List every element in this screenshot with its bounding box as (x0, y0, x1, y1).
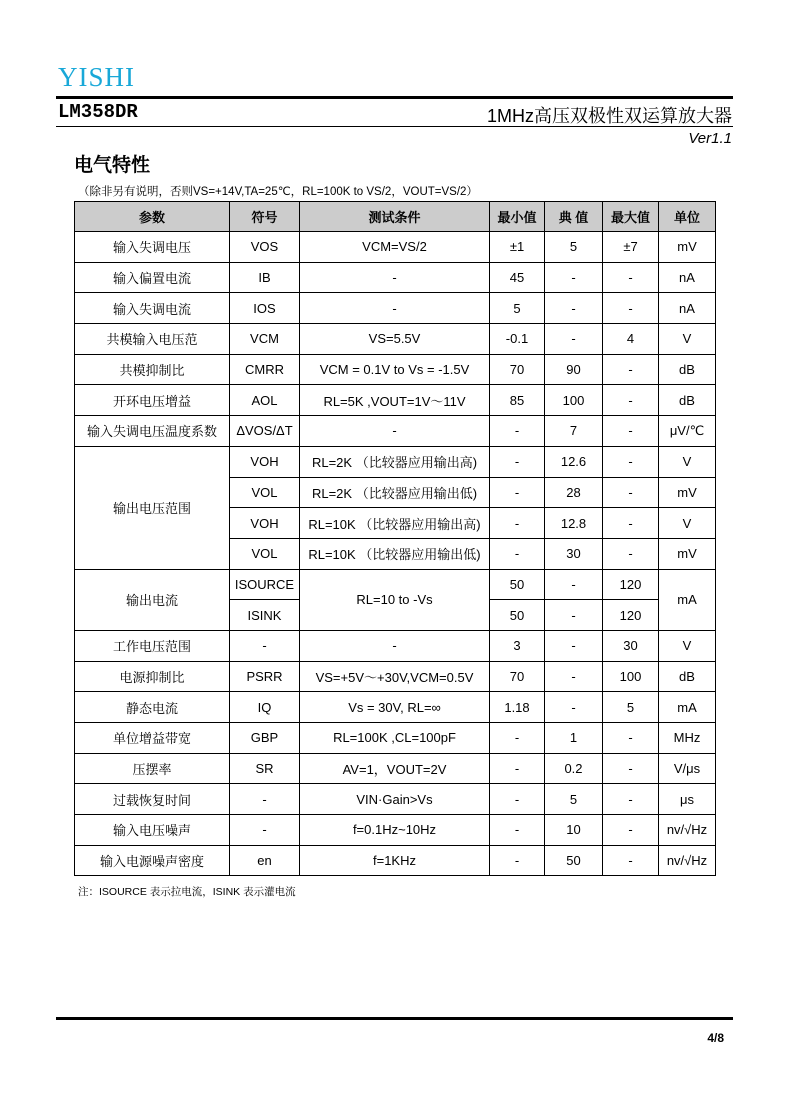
brand-logo: YISHI (58, 62, 135, 92)
min-cell: - (490, 416, 545, 447)
typ-cell: 5 (545, 232, 603, 263)
max-cell: - (603, 538, 659, 569)
section-title: 电气特性 (74, 155, 151, 176)
condition-cell-output-current: RL=10 to -Vs (300, 569, 490, 630)
condition-cell: Vs = 30V, RL=∞ (300, 692, 490, 723)
condition-cell: RL=5K ,VOUT=1V～11V (300, 385, 490, 416)
footer-rule (56, 1017, 733, 1020)
min-cell: - (490, 723, 545, 754)
param-cell: 输入失调电压 (75, 232, 230, 263)
page-number: 4/8 (707, 1031, 724, 1045)
table-header-row (75, 202, 716, 232)
max-cell: - (603, 753, 659, 784)
condition-cell: RL=10K （比较器应用输出高) (300, 508, 490, 539)
condition-cell: - (300, 630, 490, 661)
min-cell: - (490, 538, 545, 569)
header-max: 最大值 (603, 202, 659, 232)
symbol-cell: ΔVOS/ΔT (230, 416, 300, 447)
symbol-cell: IB (230, 262, 300, 293)
typ-cell: - (545, 692, 603, 723)
unit-cell: μV/℃ (659, 416, 716, 447)
max-cell: ±7 (603, 232, 659, 263)
header-condition: 测试条件 (300, 202, 490, 232)
typ-cell: 10 (545, 815, 603, 846)
header-typ: 典 值 (545, 202, 603, 232)
typ-cell: 90 (545, 354, 603, 385)
condition-cell: RL=2K （比较器应用输出高) (300, 446, 490, 477)
unit-cell: μs (659, 784, 716, 815)
version-label: Ver1.1 (688, 130, 732, 147)
table-row (75, 692, 716, 723)
min-cell: - (490, 477, 545, 508)
table-row (75, 723, 716, 754)
table-row (75, 262, 716, 293)
unit-cell: mV (659, 538, 716, 569)
table-row (75, 446, 716, 477)
typ-cell: - (545, 661, 603, 692)
param-cell: 电源抑制比 (75, 661, 230, 692)
condition-cell: - (300, 416, 490, 447)
symbol-cell: VOS (230, 232, 300, 263)
param-cell-output-current: 输出电流 (75, 569, 230, 630)
min-cell: - (490, 845, 545, 876)
table-row (75, 753, 716, 784)
min-cell: - (490, 784, 545, 815)
unit-cell: V/μs (659, 753, 716, 784)
unit-cell: dB (659, 385, 716, 416)
header-rule (56, 96, 733, 99)
symbol-cell: GBP (230, 723, 300, 754)
condition-cell: VS=+5V～+30V,VCM=0.5V (300, 661, 490, 692)
max-cell: - (603, 354, 659, 385)
min-cell: 85 (490, 385, 545, 416)
header-min: 最小值 (490, 202, 545, 232)
max-cell: - (603, 815, 659, 846)
param-cell: 单位增益带宽 (75, 723, 230, 754)
condition-cell: f=0.1Hz~10Hz (300, 815, 490, 846)
min-cell: - (490, 446, 545, 477)
typ-cell: - (545, 600, 603, 631)
max-cell: 100 (603, 661, 659, 692)
max-cell: - (603, 477, 659, 508)
min-cell: 5 (490, 293, 545, 324)
param-cell: 输入电源噪声密度 (75, 845, 230, 876)
header-unit: 单位 (659, 202, 716, 232)
condition-cell: - (300, 262, 490, 293)
unit-cell: V (659, 508, 716, 539)
min-cell: 3 (490, 630, 545, 661)
model-number: LM358DR (58, 101, 138, 123)
min-cell: 1.18 (490, 692, 545, 723)
unit-cell: V (659, 324, 716, 355)
table-row (75, 293, 716, 324)
min-cell: - (490, 753, 545, 784)
symbol-cell: ISINK (230, 600, 300, 631)
max-cell: - (603, 293, 659, 324)
typ-cell: - (545, 293, 603, 324)
param-cell: 输入失调电压温度系数 (75, 416, 230, 447)
symbol-cell: SR (230, 753, 300, 784)
min-cell: 70 (490, 661, 545, 692)
table-row (75, 569, 716, 600)
condition-cell: VCM=VS/2 (300, 232, 490, 263)
symbol-cell: - (230, 815, 300, 846)
min-cell: - (490, 508, 545, 539)
param-cell: 共模抑制比 (75, 354, 230, 385)
footnote: 注：ISOURCE 表示拉电流，ISINK 表示灌电流 (78, 886, 296, 898)
symbol-cell: en (230, 845, 300, 876)
table-row (75, 385, 716, 416)
symbol-cell: - (230, 784, 300, 815)
unit-cell: nA (659, 293, 716, 324)
min-cell: ±1 (490, 232, 545, 263)
condition-cell: RL=2K （比较器应用输出低) (300, 477, 490, 508)
min-cell: 50 (490, 600, 545, 631)
max-cell: - (603, 508, 659, 539)
param-cell: 工作电压范围 (75, 630, 230, 661)
table-row (75, 324, 716, 355)
symbol-cell: VOL (230, 477, 300, 508)
unit-cell: mV (659, 232, 716, 263)
typ-cell: 0.2 (545, 753, 603, 784)
typ-cell: 100 (545, 385, 603, 416)
unit-cell: dB (659, 661, 716, 692)
typ-cell: 7 (545, 416, 603, 447)
typ-cell: 12.6 (545, 446, 603, 477)
unit-cell: V (659, 630, 716, 661)
max-cell: - (603, 385, 659, 416)
typ-cell: 30 (545, 538, 603, 569)
condition-cell: RL=10K （比较器应用输出低) (300, 538, 490, 569)
min-cell: 45 (490, 262, 545, 293)
condition-cell: f=1KHz (300, 845, 490, 876)
param-cell-output-voltage: 输出电压范围 (75, 446, 230, 569)
symbol-cell: VOH (230, 446, 300, 477)
condition-cell: - (300, 293, 490, 324)
unit-cell-output-current: mA (659, 569, 716, 630)
max-cell: 120 (603, 569, 659, 600)
max-cell: - (603, 262, 659, 293)
param-cell: 静态电流 (75, 692, 230, 723)
condition-cell: AV=1，VOUT=2V (300, 753, 490, 784)
table-row (75, 784, 716, 815)
param-cell: 压摆率 (75, 753, 230, 784)
symbol-cell: IQ (230, 692, 300, 723)
max-cell: 4 (603, 324, 659, 355)
unit-cell: mV (659, 477, 716, 508)
test-conditions: （除非另有说明，否则VS=+14V,TA=25℃，RL=100K to VS/2，VOUT=VS/2） (78, 186, 478, 198)
unit-cell: nv/√Hz (659, 845, 716, 876)
header-param: 参数 (75, 202, 230, 232)
typ-cell: 50 (545, 845, 603, 876)
param-cell: 输入失调电流 (75, 293, 230, 324)
max-cell: 30 (603, 630, 659, 661)
symbol-cell: CMRR (230, 354, 300, 385)
table-row (75, 845, 716, 876)
table-row (75, 630, 716, 661)
param-cell: 输入电压噪声 (75, 815, 230, 846)
param-cell: 共模输入电压范 (75, 324, 230, 355)
header-symbol: 符号 (230, 202, 300, 232)
typ-cell: 12.8 (545, 508, 603, 539)
max-cell: - (603, 845, 659, 876)
max-cell: - (603, 446, 659, 477)
min-cell: -0.1 (490, 324, 545, 355)
unit-cell: dB (659, 354, 716, 385)
typ-cell: 1 (545, 723, 603, 754)
symbol-cell: IOS (230, 293, 300, 324)
unit-cell: V (659, 446, 716, 477)
typ-cell: - (545, 630, 603, 661)
max-cell: 5 (603, 692, 659, 723)
table-row (75, 416, 716, 447)
condition-cell: VCM = 0.1V to Vs = -1.5V (300, 354, 490, 385)
unit-cell: nv/√Hz (659, 815, 716, 846)
table-row (75, 354, 716, 385)
symbol-cell: - (230, 630, 300, 661)
table-row (75, 661, 716, 692)
condition-cell: VIN·Gain>Vs (300, 784, 490, 815)
typ-cell: 5 (545, 784, 603, 815)
symbol-cell: VCM (230, 324, 300, 355)
condition-cell: VS=5.5V (300, 324, 490, 355)
electrical-characteristics-table (74, 201, 716, 876)
max-cell: - (603, 784, 659, 815)
symbol-cell: VOL (230, 538, 300, 569)
param-cell: 开环电压增益 (75, 385, 230, 416)
symbol-cell: AOL (230, 385, 300, 416)
unit-cell: nA (659, 262, 716, 293)
min-cell: 70 (490, 354, 545, 385)
max-cell: - (603, 723, 659, 754)
document-title: 1MHz高压双极性双运算放大器 (486, 106, 732, 126)
min-cell: - (490, 815, 545, 846)
symbol-cell: ISOURCE (230, 569, 300, 600)
min-cell: 50 (490, 569, 545, 600)
param-cell: 过载恢复时间 (75, 784, 230, 815)
param-cell: 输入偏置电流 (75, 262, 230, 293)
symbol-cell: PSRR (230, 661, 300, 692)
table-row (75, 232, 716, 263)
condition-cell: RL=100K ,CL=100pF (300, 723, 490, 754)
typ-cell: - (545, 324, 603, 355)
table-row (75, 815, 716, 846)
symbol-cell: VOH (230, 508, 300, 539)
unit-cell: MHz (659, 723, 716, 754)
max-cell: 120 (603, 600, 659, 631)
typ-cell: - (545, 569, 603, 600)
typ-cell: - (545, 262, 603, 293)
max-cell: - (603, 416, 659, 447)
header-thin-rule (56, 126, 733, 127)
unit-cell: mA (659, 692, 716, 723)
typ-cell: 28 (545, 477, 603, 508)
